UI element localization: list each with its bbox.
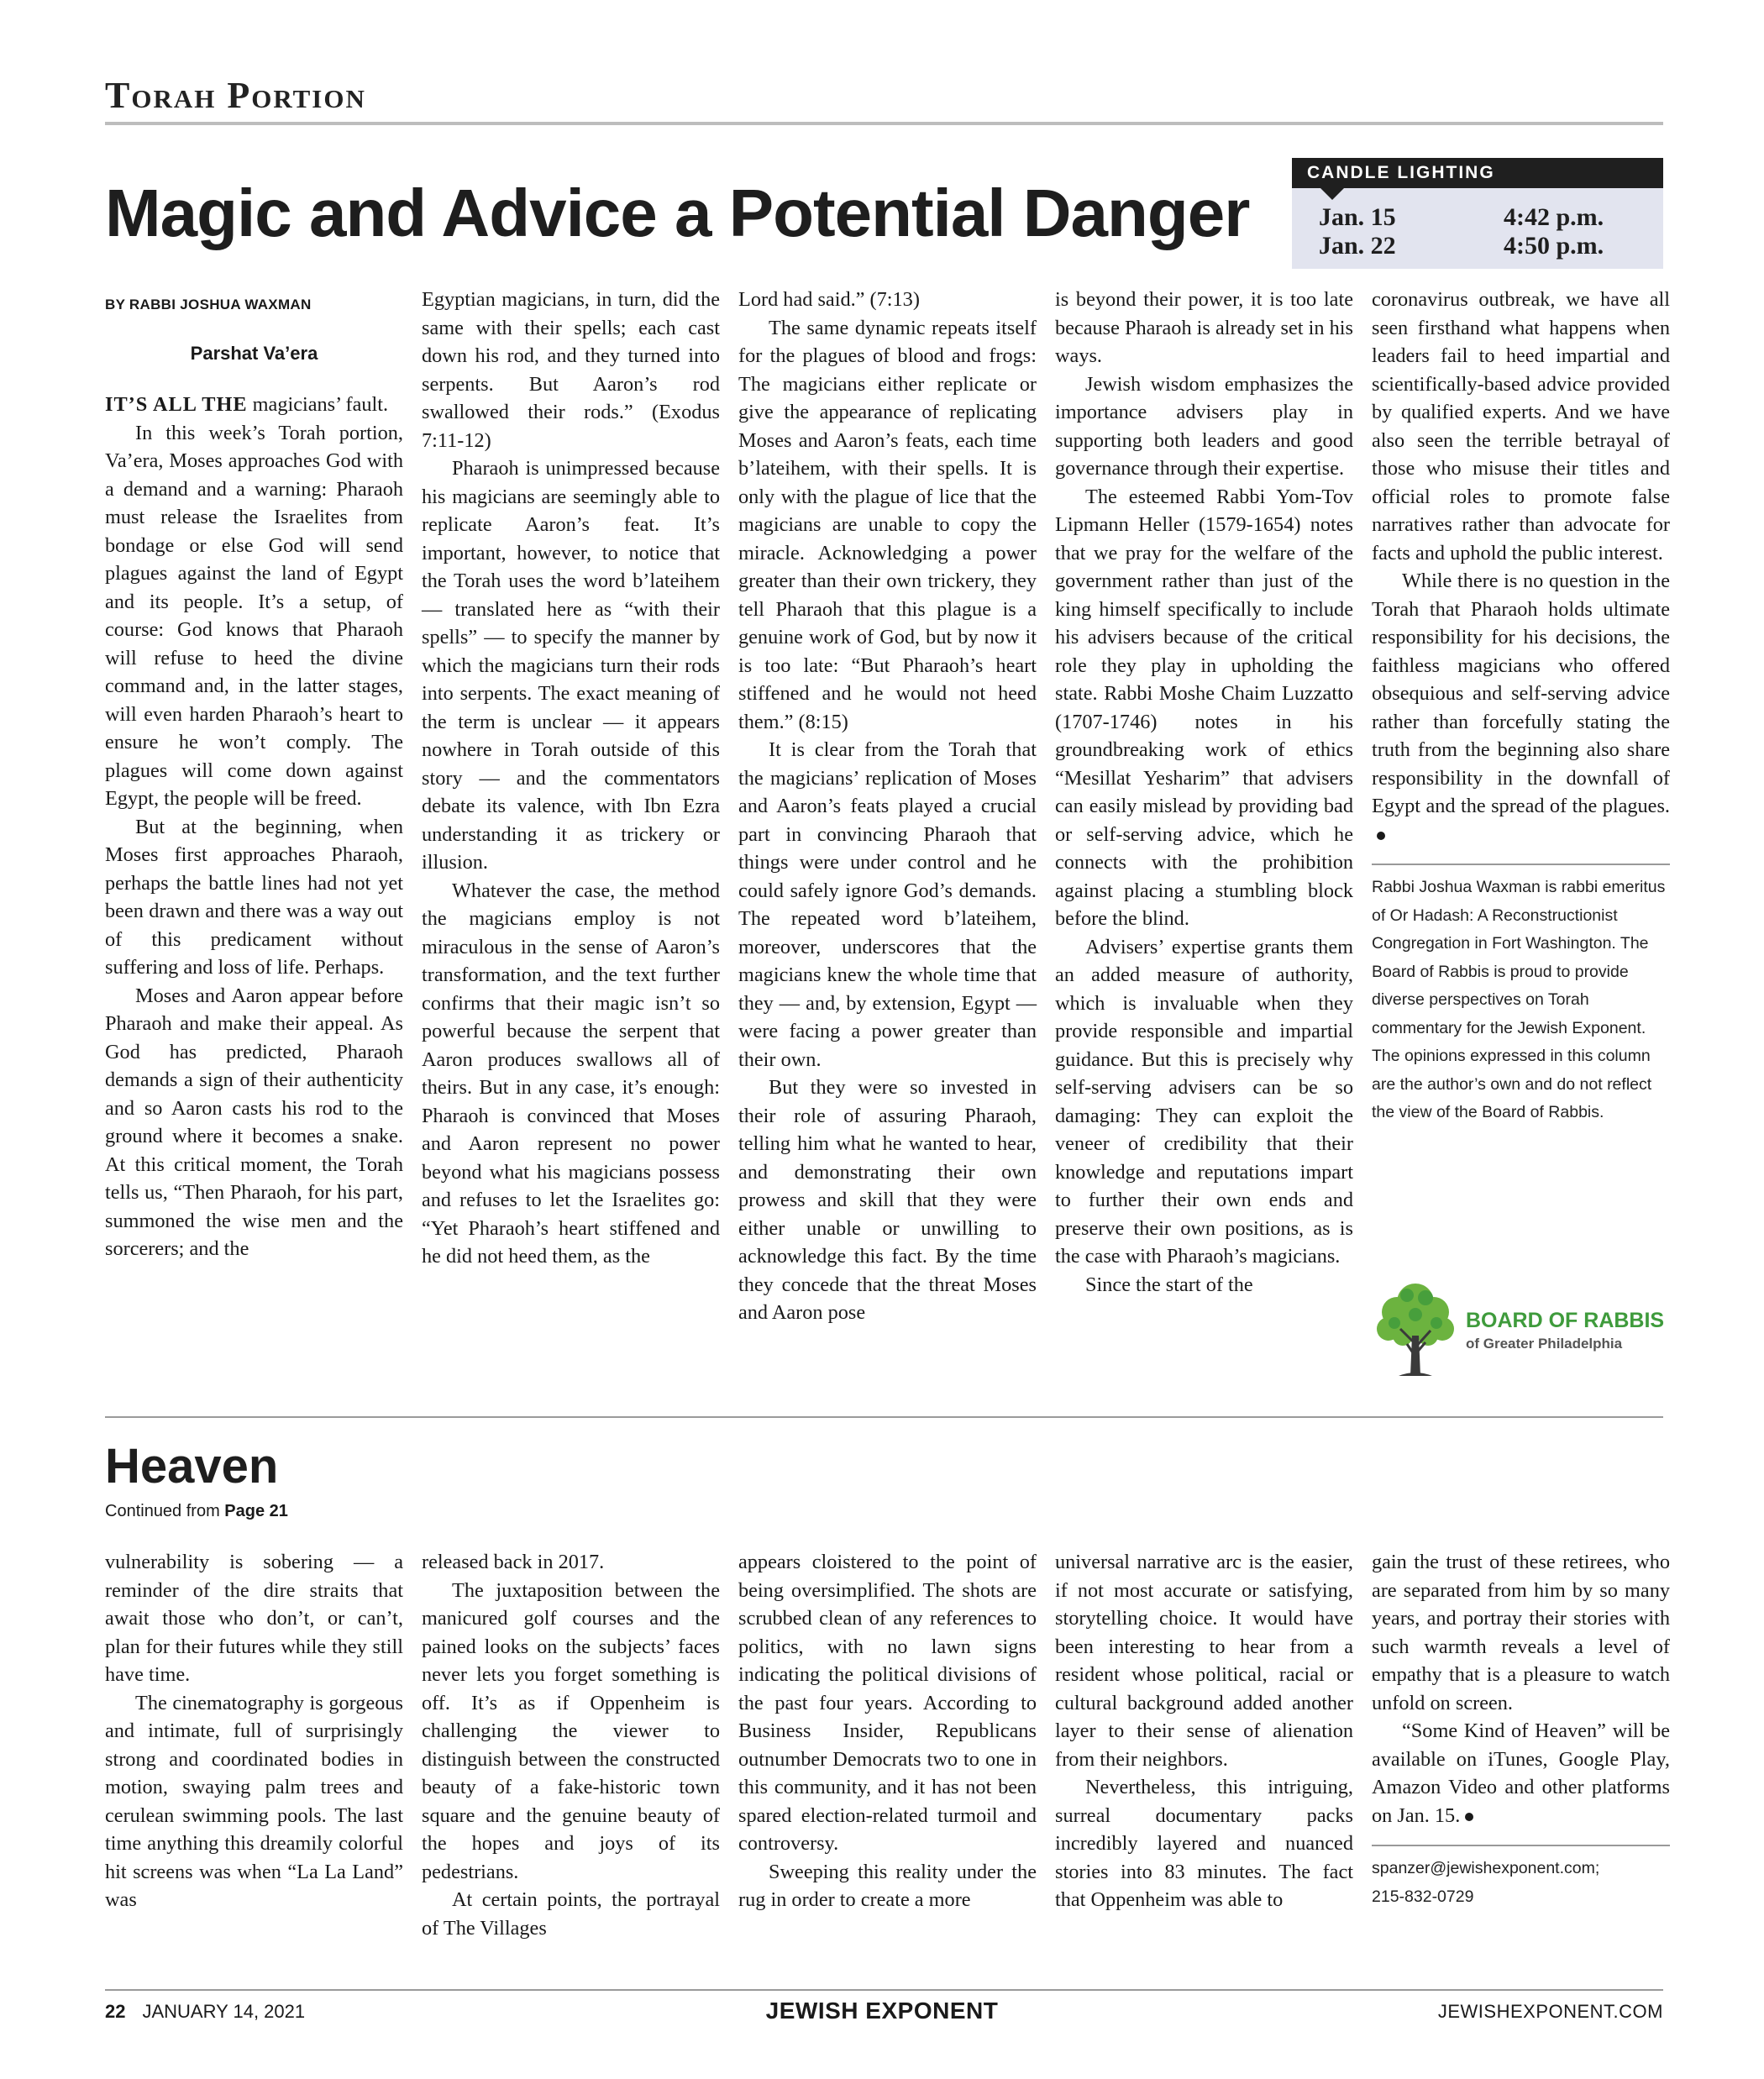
continued-prefix: Continued from	[105, 1502, 225, 1520]
publication-name: JEWISH EXPONENT	[765, 1998, 999, 2024]
paragraph-text: “Some Kind of Heaven” will be available on iTunes, Google Play, Amazon Video and other platforms on Jan. 15.	[1372, 1719, 1670, 1827]
paragraph: gain the trust of these retirees, who are separated from him by so many years, and portray their stories with such warmth reveals a level of empathy that is a pleasure to watch unfold on screen.	[1372, 1551, 1670, 1714]
candle-lighting-heading: CANDLE LIGHTING	[1292, 158, 1663, 188]
heaven-column-4	[1055, 1548, 1353, 1914]
paragraph: Since the start of the	[1085, 1273, 1253, 1296]
paragraph: The same dynamic repeats itself for the plagues of blood and frogs: The magicians either replicate or give the appearance of replicating Moses and Aaron’s feats, each time b’lateihem, with their spells. It is only with the plague of lice that the magicians are unable to copy the miracle. Acknowledging a power greater than their own trickery, they tell Pharaoh that this plague is a genuine work of God, but by now it is too late: “But Pharaoh’s heart stiffened and he would not heed them.” (8:15)	[738, 316, 1037, 733]
article-column-1	[105, 286, 403, 1263]
heaven-column-5	[1372, 1548, 1670, 1911]
page-number: 22	[105, 2001, 126, 2022]
paragraph: vulnerability is sobering — a reminder of the dire straits that await those who don’t, or can’t, plan for their futures while they still have time.	[105, 1551, 403, 1686]
paragraph: Pharaoh is unimpressed because his magicians are seemingly able to replicate Aaron’s feat. It’s important, however, to notice that the Torah uses the word b’lateihem — translated here as “with their spells” — to specify the manner by which the magicians turn their rods into serpents. The exact meaning of the term is unclear — it appears nowhere in Torah outside of this story — and the commentators debate its valence, with Ibn Ezra understanding it as trickery or illusion.	[422, 457, 720, 874]
continued-from-line	[105, 1502, 288, 1521]
logo-title: BOARD OF RABBIS	[1466, 1309, 1665, 1332]
candle-date: Jan. 22	[1319, 232, 1396, 260]
paragraph: released back in 2017.	[422, 1551, 605, 1573]
paragraph-text: While there is no question in the Torah that Pharaoh holds ultimate responsibility for his decisions, the faithless magicians who offered obsequious and self-serving advice rather than forcefully stating the truth from the beginning also share responsibility in the downfall of Egypt and the spread of the plagues.	[1372, 570, 1670, 817]
end-mark-icon	[1377, 832, 1385, 840]
paragraph	[1372, 1717, 1670, 1830]
bio-divider	[1372, 864, 1670, 865]
article-column-2	[422, 286, 720, 1271]
author-bio: Rabbi Joshua Waxman is rabbi emeritus of Or Hadash: A Reconstructionist Congregation in Fort Washington. The Board of Rabbis is proud to provide diverse perspectives on Torah commentary for the Jewish Exponent. The opinions expressed in this column are the author’s own and do not reflect the view of the Board of Rabbis.	[1372, 878, 1666, 1121]
candle-date: Jan. 15	[1319, 203, 1396, 231]
heaven-column-1	[105, 1548, 403, 1914]
paragraph: Sweeping this reality under the rug in order to create a more	[738, 1860, 1037, 1911]
byline: BY RABBI JOSHUA WAXMAN	[105, 297, 312, 312]
candle-time: 4:50 p.m.	[1504, 232, 1604, 260]
article-column-5	[1372, 286, 1670, 1127]
logo-subtitle: of Greater Philadelphia	[1466, 1336, 1623, 1352]
paragraph: The esteemed Rabbi Yom-Tov Lipmann Heller (1579-1654) notes that we pray for the welfare of the government rather than just of the king himself specifically to include his advisers because of the critical role they play in upholding the state. Rabbi Moshe Chaim Luzzatto (1707-1746) notes in his groundbreaking work of ethics “Mesillat Yesharim” that advisers can easily mislead by providing bad or self-serving advice, which he connects with the prohibition against placing a stumbling block before the blind.	[1055, 485, 1353, 930]
paragraph: Moses and Aaron appear before Pharaoh and make their appeal. As God has predicted, Pharaoh demands a sign of their authenticity and so Aaron casts his rod to the ground where it becomes a snake. At this critical moment, the Torah tells us, “Then Pharaoh, for his part, summoned the wise men and the sorcerers; and the	[105, 984, 403, 1260]
heaven-column-3	[738, 1548, 1037, 1914]
heaven-column-2	[422, 1548, 720, 1942]
continued-article-title: Heaven	[105, 1439, 279, 1494]
paragraph: The juxtaposition between the manicured golf courses and the pained looks on the subjects’ faces never lets you forget something is off. It’s as if Oppenheim is challenging the viewer to distinguish between the constructed beauty of a fake-historic town square and the genuine beauty of the hopes and joys of its pedestrians.	[422, 1578, 720, 1883]
candle-pointer-icon	[1320, 188, 1344, 200]
continued-page-link[interactable]: Page 21	[224, 1502, 288, 1520]
article-column-4	[1055, 286, 1353, 1299]
candle-lighting-box	[1292, 158, 1663, 269]
issue-date: JANUARY 14, 2021	[142, 2001, 306, 2022]
board-of-rabbis-logo	[1373, 1277, 1672, 1386]
paragraph: At certain points, the portrayal of The Villages	[422, 1888, 720, 1940]
lead-rest: magicians’ fault.	[247, 393, 389, 416]
section-label: Torah Portion	[105, 75, 366, 116]
paragraph	[1372, 567, 1670, 848]
section-divider	[105, 1416, 1663, 1418]
paragraph: coronavirus outbreak, we have all seen firsthand what happens when leaders fail to heed impartial and scientifically-based advice provided by qualified experts. And we have also seen the terrible betrayal of those who misuse their titles and official roles to promote false narratives rather than advocate for facts and uphold the public interest.	[1372, 288, 1670, 564]
paragraph: Nevertheless, this intriguing, surreal documentary packs incredibly layered and nuanced stories into 83 minutes. The fact that Oppenheim was able to	[1055, 1776, 1353, 1911]
article-column-3	[738, 286, 1037, 1327]
parsha-name: Parshat Va’era	[190, 342, 318, 364]
paragraph: But at the beginning, when Moses first approaches Pharaoh, perhaps the battle lines had not yet been drawn and there was a way out of this predicament without suffering and loss of life. Perhaps.	[105, 815, 403, 979]
paragraph: Egyptian magicians, in turn, did the same with their spells; each cast down his rod, and they turned into serpents. But Aaron’s rod swallowed their rods.” (Exodus 7:11-12)	[422, 288, 720, 452]
end-mark-icon	[1465, 1813, 1473, 1821]
paragraph: is beyond their power, it is too late because Pharaoh is already set in his ways.	[1055, 288, 1353, 367]
paragraph: Jewish wisdom emphasizes the importance advisers play in supporting both leaders and good governance through their expertise.	[1055, 372, 1353, 480]
contact-email[interactable]: spanzer@jewishexponent.com;	[1372, 1859, 1600, 1877]
tree-icon	[1373, 1277, 1457, 1386]
paragraph: But they were so invested in their role of assuring Pharaoh, telling him what he wanted to hear, and demonstrating their own prowess and skill that they were either unable or unwilling to acknowledge this fact. By the time they concede that the threat Moses and Aaron pose	[738, 1076, 1037, 1324]
section-rule	[105, 122, 1663, 125]
contact-divider	[1372, 1845, 1670, 1846]
candle-time: 4:42 p.m.	[1504, 203, 1604, 231]
paragraph: Advisers’ expertise grants them an added measure of authority, which is invaluable when they provide responsible and impartial guidance. But this is precisely why self-serving advisers can be so damaging: They can exploit the veneer of credibility that their knowledge and reputations impart to further their own ends and preserve their own positions, as is the case with Pharaoh’s magicians.	[1055, 935, 1353, 1268]
paragraph: Whatever the case, the method the magicians employ is not miraculous in the sense of Aaron’s transformation, and the text further confirms that their magic isn’t so powerful because the serpent that Aaron produces swallows all of theirs. But in any case, it’s enough: Pharaoh is convinced that Moses and Aaron represent no power beyond what his magicians possess and refuses to let the Israelites go: “Yet Pharaoh’s heart stiffened and he did not heed them, as the	[422, 879, 720, 1268]
lead-caps: IT’S ALL THE	[105, 393, 248, 416]
headline: Magic and Advice a Potential Danger	[105, 176, 1250, 250]
paragraph: appears cloistered to the point of being oversimplified. The shots are scrubbed clean of any references to politics, with no lawn signs indicating the political divisions of the past four years. According to Business Insider, Republicans outnumber Democrats two to one in this community, and it has not been spared election-related turmoil and controversy.	[738, 1551, 1037, 1855]
website-link[interactable]: JEWISHEXPONENT.COM	[1437, 2001, 1663, 2022]
paragraph: In this week’s Torah portion, Va’era, Moses approaches God with a demand and a warning: Pharaoh must release the Israelites from bondage or else God will send plagues against the land of Egypt and its people. It’s a setup, of course: God knows that Pharaoh will refuse to heed the divine command and, in the latter stages, will even harden Pharaoh’s heart to ensure he won’t comply. The plagues will come down against Egypt, the people will be freed.	[105, 421, 403, 810]
paragraph: universal narrative arc is the easier, if not most accurate or satisfying, storytelling choice. It would have been interesting to hear from a resident whose political, racial or cultural background added another layer to their sense of alienation from their neighbors.	[1055, 1551, 1353, 1771]
paragraph: Lord had said.” (7:13)	[738, 288, 920, 311]
paragraph: It is clear from the Torah that the magicians’ replication of Moses and Aaron’s feats played a crucial part in convincing Pharaoh that things were under control and he could safely ignore God’s demands. The repeated word b’lateihem, moreover, underscores that the magicians knew the whole time that they — and, by extension, Egypt — were facing a power greater than their own.	[738, 738, 1037, 1071]
footer-rule	[105, 1989, 1663, 1991]
contact-phone: 215-832-0729	[1372, 1887, 1474, 1906]
lead-paragraph	[105, 391, 403, 419]
paragraph: The cinematography is gorgeous and intimate, full of surprisingly strong and coordinated bodies in motion, swaying palm trees and cerulean swimming pools. The last time anything this dreamily colorful hit screens was when “La La Land” was	[105, 1691, 403, 1911]
